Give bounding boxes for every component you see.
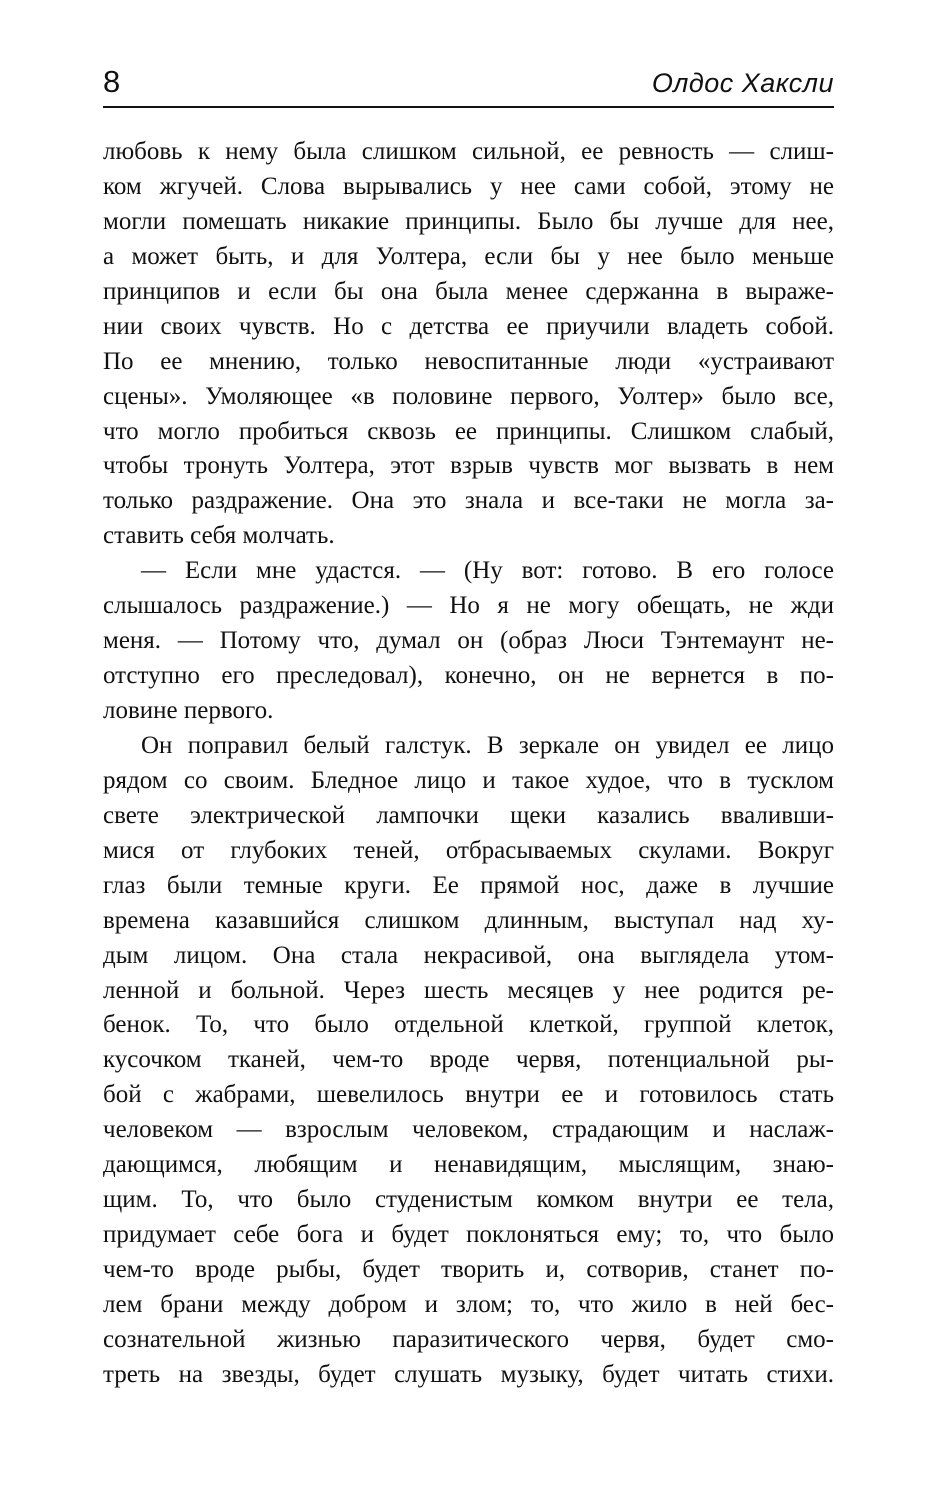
text-line: человеком — взрослым человеком, страдающим и наслаж- [103, 1116, 834, 1144]
text-line: щим. То, что было студенистым комком внутри ее тела, [103, 1186, 834, 1214]
text-line: рядом со своим. Бледное лицо и такое худое, что в тусклом [103, 766, 834, 794]
text-line: слышалось раздражение.) — Но я не могу обещать, не жди [103, 592, 834, 620]
text-line: дающимся, любящим и ненавидящим, мыслящим, знаю- [103, 1151, 834, 1179]
text-line: нии своих чувств. Но с детства ее приучили владеть собой. [103, 312, 834, 340]
text-line: свете электрической лампочки щеки казались вваливши- [103, 801, 834, 829]
text-line: Он поправил белый галстук. В зеркале он увидел ее лицо [141, 731, 834, 759]
text-line: чтобы тронуть Уолтера, этот взрыв чувств мог вызвать в нем [103, 452, 834, 480]
text-line: По ее мнению, только невоспитанные люди «устраивают [103, 347, 834, 375]
text-line: — Если мне удастся. — (Ну вот: готово. В его голосе [141, 557, 834, 585]
text-line: принципов и если бы она была менее сдержанна в выраже- [103, 277, 834, 305]
text-line: сцены». Умоляющее «в половине первого, Уолтер» было все, [103, 382, 834, 410]
text-line: лем брани между добром и злом; то, что жило в ней бес- [103, 1290, 834, 1318]
text-line: времена казавшийся слишком длинным, выступал над ху- [103, 906, 834, 934]
page-header [103, 62, 834, 108]
text-line: бенок. То, что было отдельной клеткой, группой клеток, [103, 1011, 834, 1039]
body-text [103, 135, 834, 1393]
text-line: меня. — Потому что, думал он (образ Люси Тэнтемаунт не- [103, 627, 834, 655]
text-line: только раздражение. Она это знала и все-таки не могла за- [103, 487, 834, 515]
text-line: придумает себе бога и будет поклоняться ему; то, что было [103, 1221, 834, 1249]
text-line: кусочком тканей, чем-то вроде червя, потенциальной ры- [103, 1046, 834, 1074]
text-line: любовь к нему была слишком сильной, ее ревность — слиш- [103, 138, 834, 165]
text-line: что могло пробиться сквозь ее принципы. Слишком слабый, [103, 417, 834, 445]
text-line: треть на звезды, будет слушать музыку, будет читать стихи. [103, 1360, 834, 1388]
running-title: Олдос Хаксли [651, 68, 834, 98]
text-line: могли помешать никакие принципы. Было бы лучше для нее, [103, 207, 834, 235]
text-line: глаз были темные круги. Ее прямой нос, даже в лучшие [103, 871, 834, 899]
text-line: ловине первого. [103, 697, 274, 724]
text-line: ставить себя молчать. [103, 522, 335, 550]
text-line: дым лицом. Она стала некрасивой, она выглядела утом- [103, 941, 834, 969]
page-number: 8 [103, 64, 121, 99]
text-line: сознательной жизнью паразитического червя, будет смо- [103, 1325, 834, 1353]
text-line: ком жгучей. Слова вырывались у нее сами собой, этому не [103, 172, 834, 200]
text-line: чем-то вроде рыбы, будет творить и, сотворив, станет по- [103, 1256, 834, 1283]
text-line: мися от глубоких теней, отбрасываемых скулами. Вокруг [103, 836, 834, 864]
text-line: а может быть, и для Уолтера, если бы у нее было меньше [103, 242, 834, 270]
text-line: ленной и больной. Через шесть месяцев у нее родится ре- [103, 976, 834, 1004]
text-line: бой с жабрами, шевелилось внутри ее и готовилось стать [103, 1081, 834, 1109]
text-line: отступно его преследовал), конечно, он не вернется в по- [103, 662, 834, 690]
